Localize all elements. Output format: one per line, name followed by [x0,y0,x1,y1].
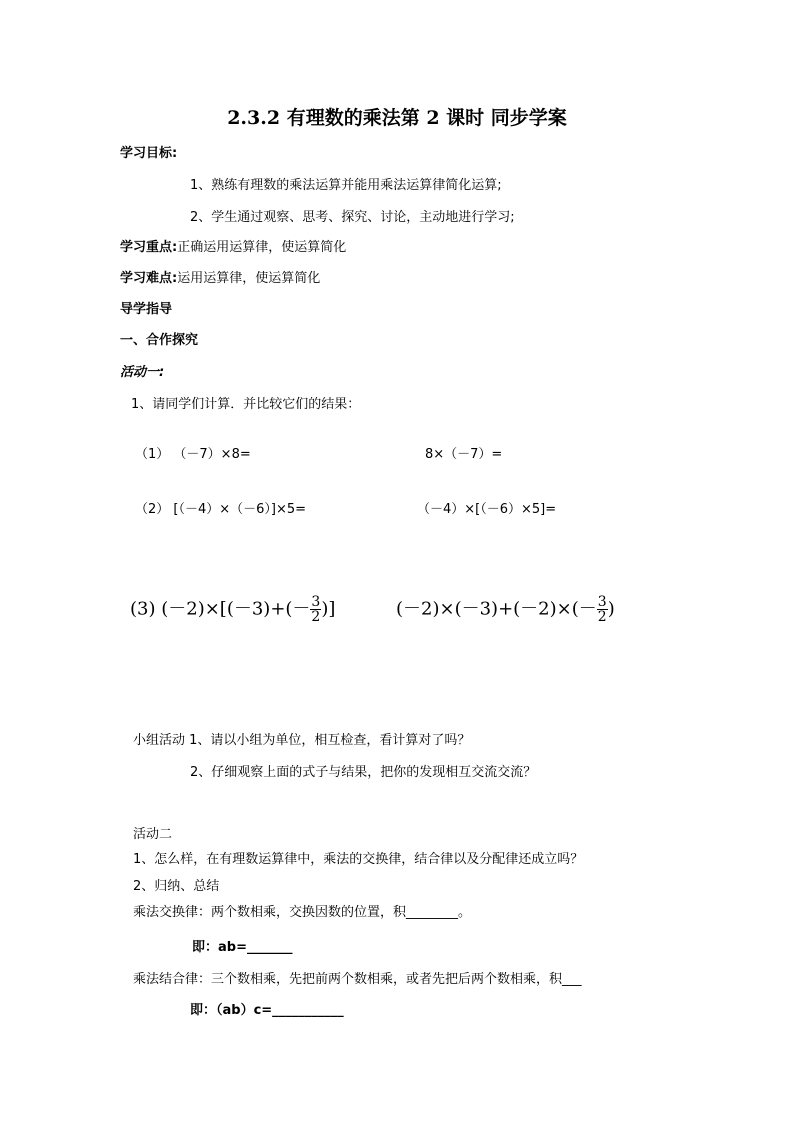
associative-formula: 即：（ab）c=___________ [190,1003,344,1018]
associative-law: 乘法结合律：三个数相乘，先把前两个数相乘，或者先把后两个数相乘，积___ [133,972,582,987]
activity1-prompt: 1、请同学们计算．并比较它们的结果： [131,397,361,412]
q3-left-frac-den: 2 [311,609,321,625]
page-title: 2.3.2 有理数的乘法第 2 课时 同步学案 [227,107,567,129]
q3-left-pre: (3) (－2)×[(－3)+(－ [130,598,311,620]
commutative-formula: 即：ab=_______ [192,940,293,955]
q3-left-expression [130,595,335,624]
key-point-label: 学习重点: [120,240,178,255]
key-point [120,240,346,256]
q3-right-post: ) [607,598,615,620]
goals-label: 学习目标: [120,146,178,161]
goal-item-1: 1、熟练有理数的乘法运算并能用乘法运算律简化运算; [190,178,502,193]
guide-heading: 导学指导 [120,302,173,317]
q2-left: （2） [（－4）×（－6）]×5= [135,502,307,517]
activity2-q2: 2、归纳、总结 [133,879,220,894]
q3-right-frac-den: 2 [597,609,607,625]
q3-right-expression [396,595,615,624]
q1-left: （1） （－7）×8= [135,447,251,462]
q3-left-post: )] [321,598,336,620]
group-activity-1: 小组活动 1、请以小组为单位，相互检查，看计算对了吗？ [133,733,471,748]
difficulty-text: 运用运算律，使运算简化 [177,271,321,286]
difficulty-label: 学习难点: [120,271,178,286]
q3-left-fraction [310,595,321,624]
commutative-law: 乘法交换律：两个数相乘，交换因数的位置，积________。 [133,905,472,920]
key-point-text: 正确运用运算律，使运算简化 [177,240,347,255]
activity2-q1: 1、怎么样，在有理数运算律中，乘法的交换律，结合律以及分配律还成立吗？ [133,852,584,867]
q3-right-fraction [597,595,608,624]
q3-right-frac-num: 3 [597,594,607,610]
difficulty [120,271,320,287]
group-activity-2: 2、仔细观察上面的式子与结果，把你的发现相互交流交流？ [190,765,537,780]
q1-right: 8×（－7）= [425,447,503,462]
activity1-label: 活动一: [120,365,165,380]
q2-right: （－4）×[（－6）×5]= [417,502,557,517]
q3-left-frac-num: 3 [311,594,321,610]
q3-right-pre: (－2)×(－3)+(－2)×(－ [396,598,597,620]
goal-item-2: 2、学生通过观察、思考、探究、讨论，主动地进行学习; [190,210,515,225]
activity2-label: 活动二 [133,827,173,842]
section1-heading: 一、合作探究 [120,333,199,348]
